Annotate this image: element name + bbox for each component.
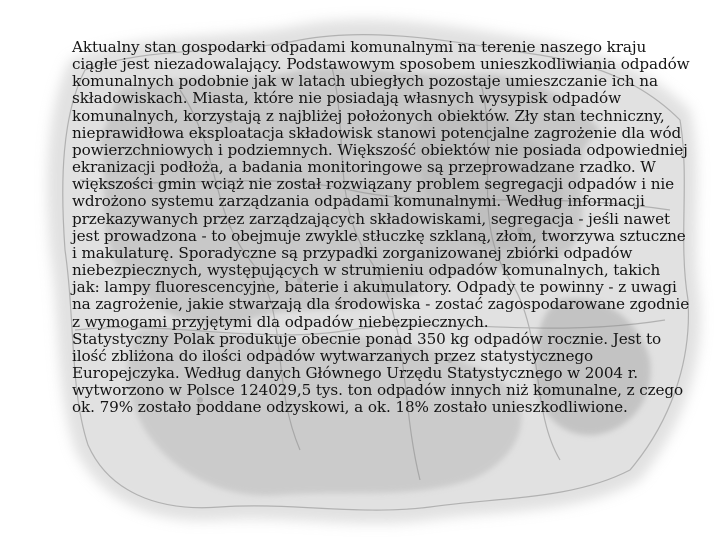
paragraph-statistics: Statystyczny Polak produkuje obecnie ponad 350 kg odpadów rocznie. Jest to ilość zbliżona do ilości odpadów wytwarzanych przez statystycznego Europejczyka. Według danych Głównego Urzędu Statystycznego w 2004 r. wytworzono w Polsce 124029,5 tys. ton odpadów innych niż komunalne, z czego ok. 79% zostało poddane odzyskowi, a ok. 18% zostało unieszkodliwione. <box>72 329 684 417</box>
document-body <box>72 39 692 416</box>
paragraph-waste-management: Aktualny stan gospodarki odpadami komunalnymi na terenie naszego kraju ciągle jest niezadowalający. Podstawowym sposobem unieszkodliwiania odpadów komunalnych podobnie jak w latach ubiegłych pozostaje umieszczanie ich na składowiskach. Miasta, które nie posiadają własnych wysypisk odpadów komunalnych, korzystają z najbliżej położonych obiektów. Zły stan techniczny, nieprawidłowa eksploatacja składowisk stanowi potencjalne zagrożenie dla wód powierzchniowych i podziemnych. Większość obiektów nie posiada odpowiedniej ekranizacji podłoża, a badania monitoringowe są przeprowadzane rzadko. W większości gmin wciąż nie został rozwiązany problem segregacji odpadów i nie wdrożono systemu zarządzania odpadami komunalnymi. Według informacji przekazywanych przez zarządzających składowiskami, segregacja - jeśli nawet jest prowadzona - to obejmuje zwykle stłuczkę szklaną, złom, tworzywa sztuczne i makulaturę. Sporadyczne są przypadki zorganizowanej zbiórki odpadów niebezpiecznych, występujących w strumieniu odpadów komunalnych, takich jak: lampy fluorescencyjne, baterie i akumulatory. Odpady te powinny - z uwagi na zagrożenie, jakie stwarzają dla środowiska - zostać zagospodarowane zgodnie z wymogami przyjętymi dla odpadów niebezpiecznych. <box>72 38 690 331</box>
